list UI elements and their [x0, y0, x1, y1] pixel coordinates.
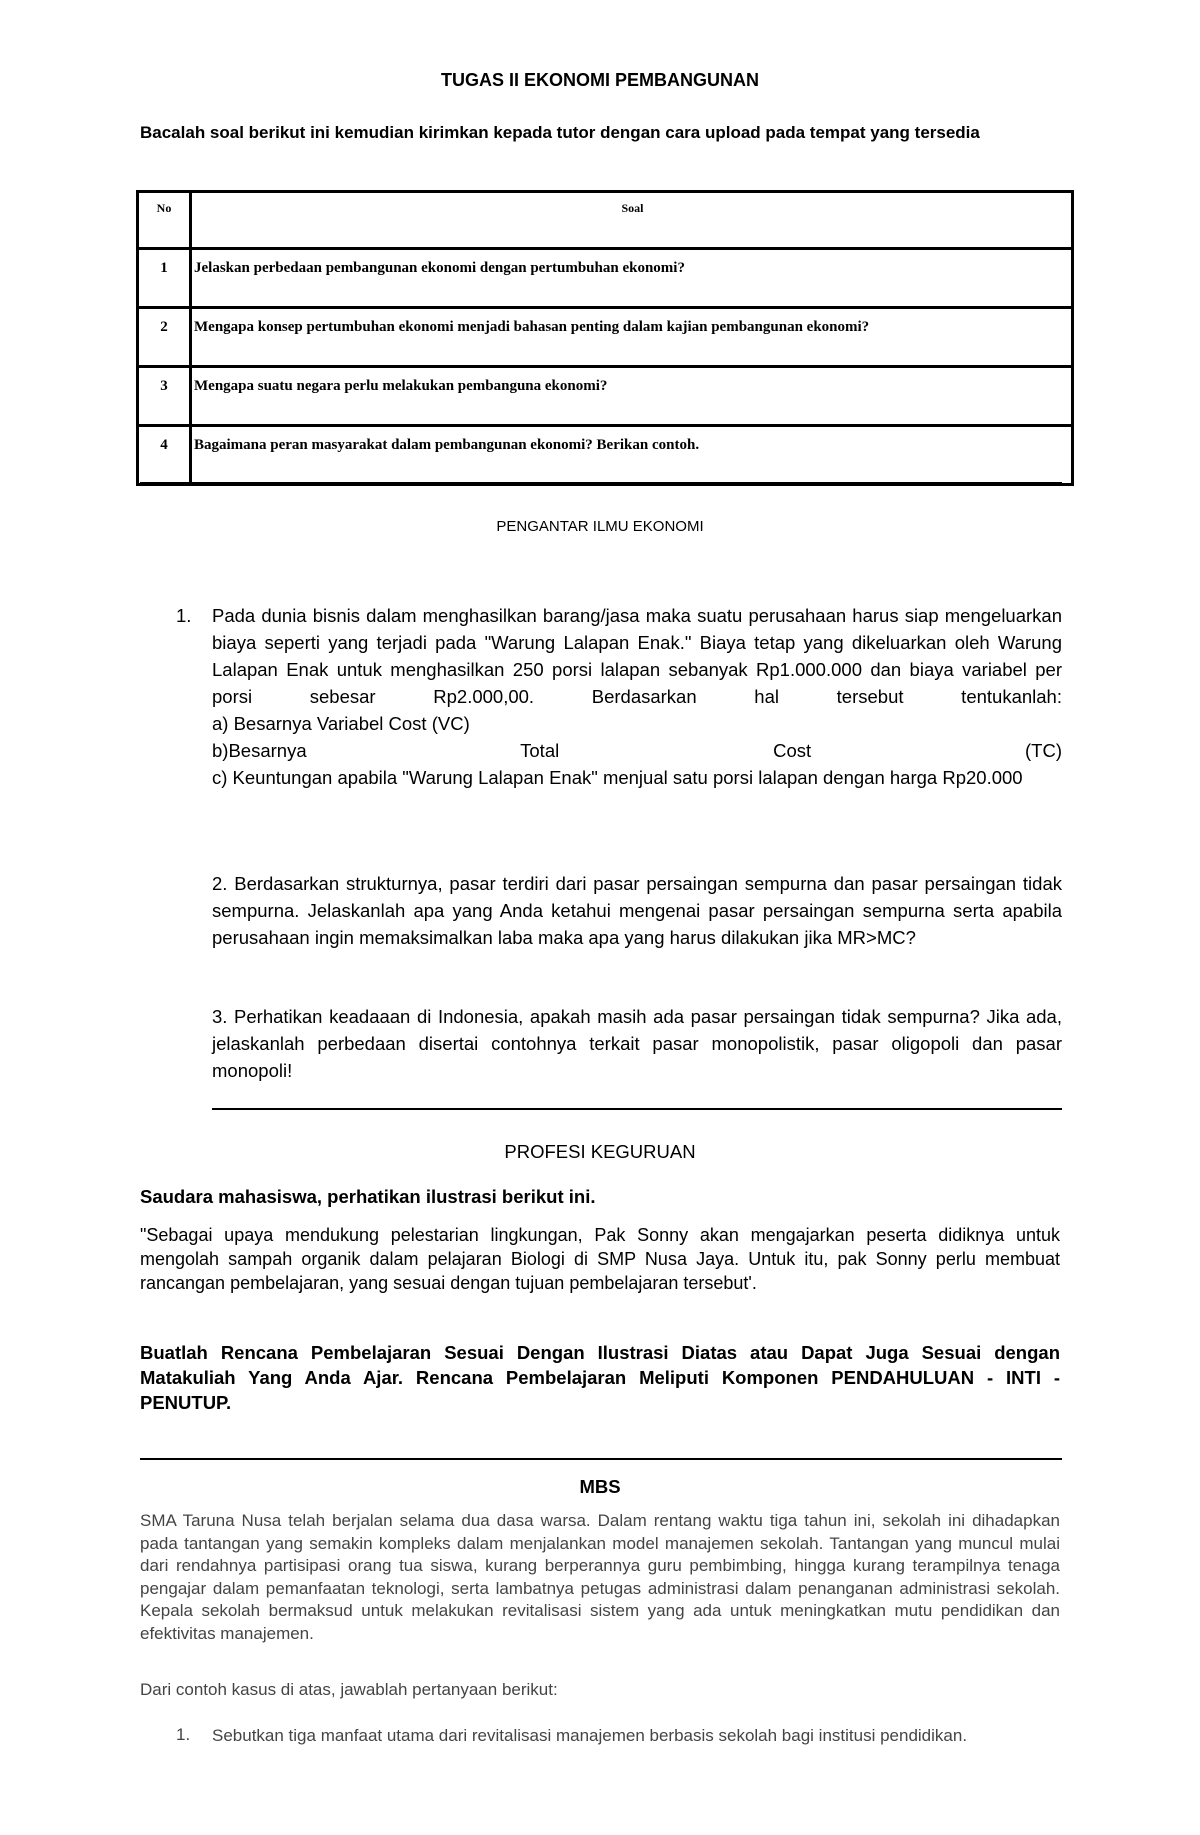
profesi-title: PROFESI KEGURUAN: [504, 1141, 696, 1162]
header-no: No: [138, 192, 191, 249]
assignment-title: TUGAS II EKONOMI PEMBANGUNAN: [440, 70, 759, 90]
row-number: 3: [138, 367, 191, 426]
pengantar-q1-body: Pada dunia bisnis dalam menghasilkan barang/jasa maka suatu perusahaan harus siap mengeluarkan biaya seperti yang terjadi pada "Warung Lalapan Enak." Biaya tetap yang dikeluarkan oleh Warung Lalapan Enak untuk menghasilkan 250 porsi lalapan sebanyak Rp1.000.000 dan biaya variabel per porsi sebesar Rp2.000,00. Berdasarkan hal tersebut tentukanlah:: [212, 605, 1062, 707]
section-divider: [140, 482, 1062, 484]
mbs-paragraph: SMA Taruna Nusa telah berjalan selama dua dasa warsa. Dalam rentang waktu tiga tahun ini, sekolah ini dihadapkan pada tantangan yang semakin kompleks dalam menjalankan model manajemen sekolah. Tantangan yang muncul mulai dari rendahnya partisipasi orang tua siswa, kurang berperannya guru pembimbing, hingga kurang terampilnya tenaga pengajar dalam pemanfaatan teknologi, serta lambatnya petugas administrasi dalam penanganan administrasi sekolah. Kepala sekolah bermaksud untuk melakukan revitalisasi sistem yang ada untuk meningkatkan mutu pendidikan dan efektivitas manajemen.: [140, 1511, 1060, 1643]
row-question: Bagaimana peran masyarakat dalam pembangunan ekonomi? Berikan contoh.: [191, 426, 1073, 485]
pengantar-q1-c: c) Keuntungan apabila "Warung Lalapan Enak" menjual satu porsi lalapan dengan harga Rp20.000: [212, 767, 1023, 788]
profesi-task: Buatlah Rencana Pembelajaran Sesuai Dengan Ilustrasi Diatas atau Dapat Juga Sesuai dengan Matakuliah Yang Anda Ajar. Rencana Pembelajaran Meliputi Komponen PENDAHULUAN - INTI - PENUTUP.: [140, 1342, 1060, 1413]
table-header-row: [138, 192, 1073, 249]
section-divider: [140, 1458, 1062, 1460]
table-row: [138, 367, 1073, 426]
row-number: 2: [138, 308, 191, 367]
section-divider: [212, 1108, 1062, 1110]
header-soal: Soal: [191, 192, 1073, 249]
mbs-title: MBS: [579, 1476, 621, 1497]
row-question: Jelaskan perbedaan pembangunan ekonomi dengan pertumbuhan ekonomi?: [191, 249, 1073, 308]
pengantar-q1-b: b)Besarnya Total Cost (TC): [212, 740, 1062, 761]
assignment-instruction: Bacalah soal berikut ini kemudian kirimkan kepada tutor dengan cara upload pada tempat yang tersedia: [140, 123, 980, 142]
mbs-prompt: Dari contoh kasus di atas, jawablah pertanyaan berikut:: [140, 1680, 558, 1699]
table-row: [138, 308, 1073, 367]
row-question: Mengapa konsep pertumbuhan ekonomi menjadi bahasan penting dalam kajian pembangunan ekonomi?: [191, 308, 1073, 367]
mbs-q1: Sebutkan tiga manfaat utama dari revitalisasi manajemen berbasis sekolah bagi institusi pendidikan.: [212, 1726, 968, 1745]
pengantar-q1-a: a) Besarnya Variabel Cost (VC): [212, 713, 470, 734]
pengantar-q1: [212, 602, 1062, 791]
pengantar-title: PENGANTAR ILMU EKONOMI: [496, 518, 704, 535]
pengantar-q2: 2. Berdasarkan strukturnya, pasar terdiri dari pasar persaingan sempurna dan pasar persaingan tidak sempurna. Jelaskanlah apa yang Anda ketahui mengenai pasar persaingan sempurna serta apabila perusahaan ingin memaksimalkan laba maka apa yang harus dilakukan jika MR>MC?: [212, 873, 1062, 948]
table-row: [138, 249, 1073, 308]
table-row: [138, 426, 1073, 485]
profesi-lead: Saudara mahasiswa, perhatikan ilustrasi berikut ini.: [140, 1186, 596, 1207]
row-number: 4: [138, 426, 191, 485]
row-number: 1: [138, 249, 191, 308]
question-table: [136, 190, 1074, 486]
pengantar-q1-number: 1.: [176, 605, 192, 626]
profesi-quote: "Sebagai upaya mendukung pelestarian lingkungan, Pak Sonny akan mengajarkan peserta didiknya untuk mengolah sampah organik dalam pelajaran Biologi di SMP Nusa Jaya. Untuk itu, pak Sonny perlu membuat rancangan pembelajaran, yang sesuai dengan tujuan pembelajaran tersebut'.: [140, 1225, 1060, 1293]
mbs-q1-number: 1.: [176, 1725, 191, 1744]
row-question: Mengapa suatu negara perlu melakukan pembanguna ekonomi?: [191, 367, 1073, 426]
pengantar-q3: 3. Perhatikan keadaaan di Indonesia, apakah masih ada pasar persaingan tidak sempurna? Jika ada, jelaskanlah perbedaan disertai contohnya terkait pasar monopolistik, pasar oligopoli dan pasar monopoli!: [212, 1006, 1062, 1081]
